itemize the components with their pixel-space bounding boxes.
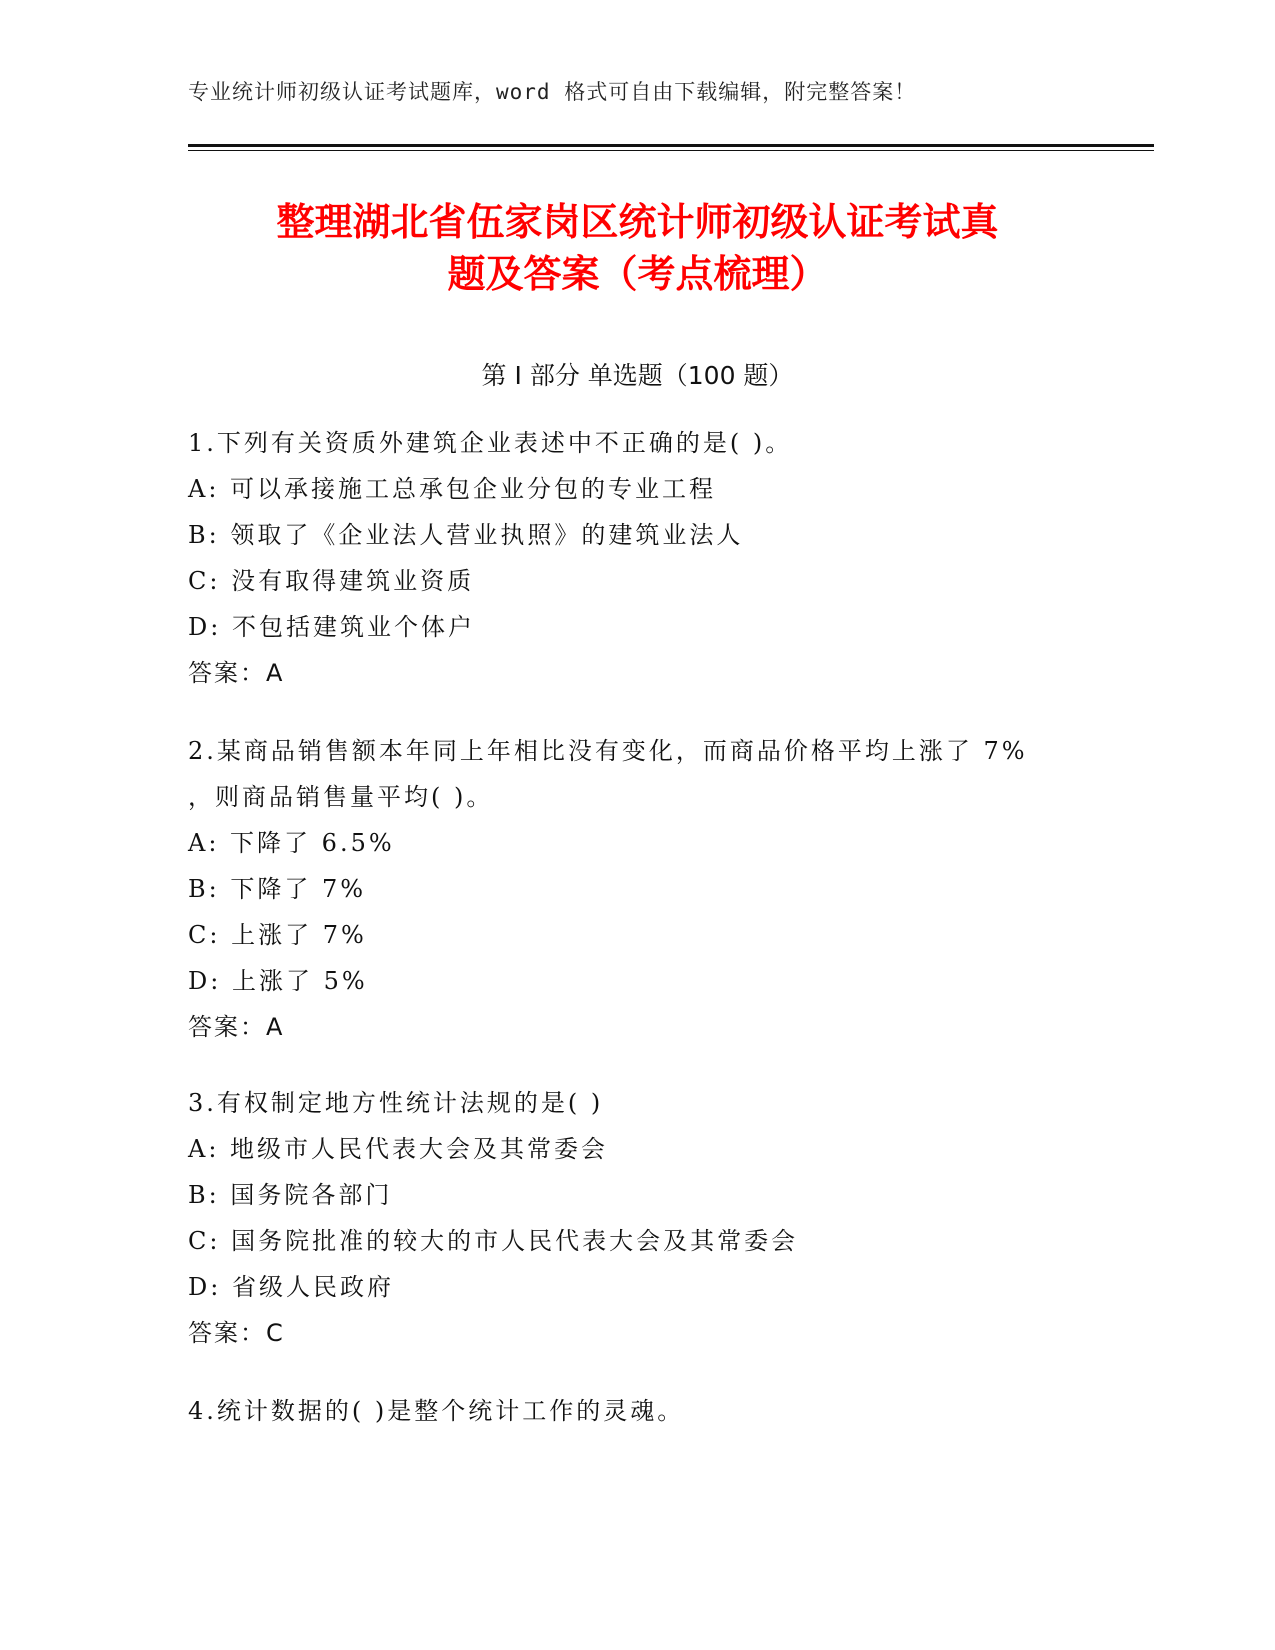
question-2-option-b: B: 下降了 7% <box>188 875 367 903</box>
header-rule-thick <box>188 144 1154 147</box>
title-line-2: 题及答案（考点梳理） <box>447 252 828 296</box>
question-3-stem: 3.有权制定地方性统计法规的是( ) <box>188 1089 604 1117</box>
question-1-option-b: B: 领取了《企业法人营业执照》的建筑业法人 <box>188 521 744 549</box>
question-4 <box>188 1388 1088 1434</box>
question-2 <box>188 728 1088 1050</box>
question-1-answer: 答案：A <box>188 659 285 687</box>
question-2-option-d: D: 上涨了 5% <box>188 967 368 995</box>
question-3-option-b: B: 国务院各部门 <box>188 1181 393 1209</box>
question-1 <box>188 420 1088 696</box>
question-2-option-c: C: 上涨了 7% <box>188 921 367 949</box>
question-3-option-a: A: 地级市人民代表大会及其常委会 <box>188 1135 609 1163</box>
header-note: 专业统计师初级认证考试题库，word 格式可自由下载编辑，附完整答案！ <box>188 80 917 104</box>
question-1-option-a: A: 可以承接施工总承包企业分包的专业工程 <box>188 475 717 503</box>
question-3-option-c: C: 国务院批准的较大的市人民代表大会及其常委会 <box>188 1227 799 1255</box>
question-3 <box>188 1080 1088 1356</box>
question-1-option-c: C: 没有取得建筑业资质 <box>188 567 475 595</box>
question-3-answer: 答案：C <box>188 1319 285 1347</box>
question-2-answer: 答案：A <box>188 1013 285 1041</box>
header-rule-thin <box>188 150 1154 151</box>
document-title <box>160 196 1115 300</box>
question-1-option-d: D: 不包括建筑业个体户 <box>188 613 475 641</box>
question-3-option-d: D: 省级人民政府 <box>188 1273 394 1301</box>
question-1-stem: 1.下列有关资质外建筑企业表述中不正确的是( )。 <box>188 429 793 457</box>
question-2-stem: 2.某商品销售额本年同上年相比没有变化，而商品价格平均上涨了 7% <box>188 737 1028 765</box>
question-2-option-a: A: 下降了 6.5% <box>188 829 395 857</box>
title-line-1: 整理湖北省伍家岗区统计师初级认证考试真 <box>276 200 999 244</box>
question-2-stem-continued: ，则商品销售量平均( )。 <box>188 783 494 811</box>
question-4-stem: 4.统计数据的( )是整个统计工作的灵魂。 <box>188 1397 685 1425</box>
section-title: 第 I 部分 单选题（100 题） <box>481 361 794 390</box>
